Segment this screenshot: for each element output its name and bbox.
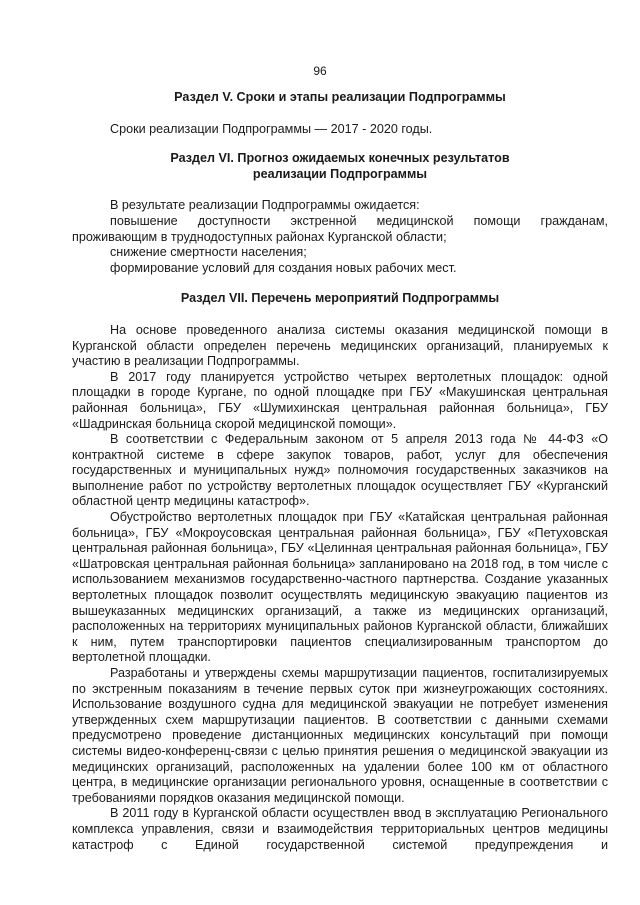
section-7-paragraph-2: В 2017 году планируется устройство четырех вертолетных площадок: одной площадки в городе Кургане, по одной площадке при ГБУ «Макушинская центральная районная больница», ГБУ «Шумихинская центральная районная больница», ГБУ «Шадринская больница скорой медицинской помощи».: [72, 369, 608, 431]
document-content: [72, 90, 608, 853]
section-6-heading-line2: реализации Подпрограммы: [252, 166, 428, 181]
section-7-paragraph-4: Обустройство вертолетных площадок при ГБУ «Катайская центральная районная больница», ГБУ «Мокроусовская центральная районная больница», ГБУ «Петуховская центральная районная больница», ГБУ «Целинная центральная районная больница», ГБУ «Шатровская центральная районная больница» запланировано на 2018 год, в том числе с использованием механизмов государственно-частного партнерства. Создание указанных вертолетных площадок позволит осуществлять медицинскую эвакуацию пациентов из вышеуказанных медицинских организаций, а также из медицинских организаций, расположенных на территориях муниципальных районов Курганской области, ближайших к ним, путем транспортировки пациентов специализированным транспортом до вертолетной площадки.: [72, 510, 608, 665]
section-6-heading-line1: Раздел VI. Прогноз ожидаемых конечных результатов: [170, 151, 510, 166]
section-5-heading: Раздел V. Сроки и этапы реализации Подпрограммы: [174, 90, 506, 104]
section-5-text: Сроки реализации Подпрограммы — 2017 - 2020 годы.: [110, 121, 433, 136]
section-6-item1-line2: проживающим в труднодоступных районах Курганской области;: [72, 229, 447, 244]
section-6-item3: формирование условий для создания новых рабочих мест.: [110, 260, 457, 275]
section-7-paragraph-1: На основе проведенного анализа системы оказания медицинской помощи в Курганской области определен перечень медицинских организаций, планируемых к участию в реализации Подпрограммы.: [72, 322, 608, 369]
section-7-paragraph-5: Разработаны и утверждены схемы маршрутизации пациентов, госпитализируемых по экстренным показаниям в течение первых суток при жизнеугрожающих состояниях. Использование воздушного судна для медицинской эвакуации не потребует изменения утвержденных схем маршрутизации пациентов. В соответствии с данными схемами предусмотрено проведение дистанционных медицинских консультаций при помощи системы видео-конференц-связи с целью принятия решения о медицинской эвакуации из медицинских организаций, расположенных на удалении более 100 км от областного центра, в медицинские организации регионального уровня, оснащенные в соответствии с требованиями порядков оказания медицинской помощи.: [72, 666, 608, 805]
section-6-item2: снижение смертности населения;: [110, 245, 307, 260]
section-7-paragraph-6: В 2011 году в Курганской области осуществлен ввод в эксплуатацию Регионального комплекса управления, связи и взаимодействия территориальных центров медицины катастроф с Единой государственной системой предупреждения и: [72, 806, 608, 852]
page-number: 96: [313, 64, 327, 78]
section-6-item1-line1: повышение доступности экстренной медицинской помощи гражданам,: [110, 213, 608, 228]
section-7-paragraph-3: В соответствии с Федеральным законом от 5 апреля 2013 года № 44-ФЗ «О контрактной системе в сфере закупок товаров, работ, услуг для обеспечения государственных и муниципальных нужд» полномочия государственных заказчиков на выполнение работ по устройству вертолетных площадок осуществляет ГБУ «Курганский областной центр медицины катастроф».: [72, 432, 608, 509]
section-7-heading: Раздел VII. Перечень мероприятий Подпрограммы: [180, 291, 500, 306]
section-6-intro: В результате реализации Подпрограммы ожидается:: [110, 198, 420, 213]
